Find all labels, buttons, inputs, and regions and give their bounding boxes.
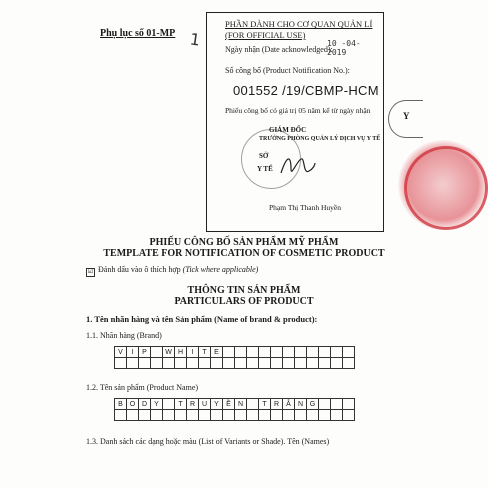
tick-instruction-en: (Tick where applicable) xyxy=(182,265,259,274)
grid-cell xyxy=(235,410,247,421)
grid-cell xyxy=(199,410,211,421)
product-grid-row xyxy=(115,410,355,421)
appendix-label: Phụ lục số 01-MP xyxy=(100,28,176,39)
brand-grid-row xyxy=(115,358,355,369)
product-name-grid xyxy=(114,398,355,421)
section-title-vi: THÔNG TIN SẢN PHẨM xyxy=(187,285,301,296)
grid-cell xyxy=(307,347,319,358)
grid-cell: W xyxy=(163,347,175,358)
grid-cell xyxy=(307,410,319,421)
grid-cell: Y xyxy=(151,399,163,410)
grid-cell xyxy=(235,347,247,358)
date-acknowledged-value: 10 -04- 2019 xyxy=(327,39,361,57)
grid-cell xyxy=(283,410,295,421)
grid-cell: D xyxy=(139,399,151,410)
grid-cell: E xyxy=(211,347,223,358)
grid-cell xyxy=(175,410,187,421)
grid-cell: P xyxy=(139,347,151,358)
grid-cell: Y xyxy=(211,399,223,410)
grid-cell xyxy=(319,399,331,410)
question-1-1: 1.1. Nhãn hàng (Brand) xyxy=(86,331,162,340)
tick-instruction xyxy=(86,265,258,277)
grid-cell: N xyxy=(295,399,307,410)
grid-cell xyxy=(115,358,127,369)
grid-cell: G xyxy=(307,399,319,410)
handwritten-page-number: 1 xyxy=(188,29,202,50)
signer-title: GIÁM ĐỐC xyxy=(269,126,307,134)
form-title-en: TEMPLATE FOR NOTIFICATION OF COSMETIC PRODUCT xyxy=(103,248,385,259)
grid-cell xyxy=(259,410,271,421)
signer-department: TRƯỞNG PHÒNG QUẢN LÝ DỊCH VỤ Y TẾ xyxy=(259,136,381,142)
grid-cell xyxy=(247,410,259,421)
grid-cell: T xyxy=(175,399,187,410)
seal-text-so: SỞ xyxy=(259,152,269,160)
grid-cell: I xyxy=(127,347,139,358)
grid-cell xyxy=(343,399,355,410)
red-seal-ring xyxy=(404,146,488,230)
section-title-en: PARTICULARS OF PRODUCT xyxy=(174,296,314,307)
grid-cell xyxy=(295,347,307,358)
grid-cell: R xyxy=(187,399,199,410)
form-title-vi: PHIẾU CÔNG BỐ SẢN PHẨM MỸ PHẨM xyxy=(149,237,339,248)
grid-cell xyxy=(271,347,283,358)
grid-cell xyxy=(235,358,247,369)
grid-cell xyxy=(259,347,271,358)
grid-cell: R xyxy=(271,399,283,410)
official-box-title-en: (FOR OFFICIAL USE) xyxy=(225,30,306,40)
grid-cell xyxy=(163,410,175,421)
grid-cell xyxy=(127,410,139,421)
validity-text: Phiếu công bố có giá trị 05 năm kể từ ngày nhận xyxy=(225,106,371,115)
question-1-2: 1.2. Tên sản phẩm (Product Name) xyxy=(86,383,199,392)
grid-cell xyxy=(283,358,295,369)
grid-cell xyxy=(151,410,163,421)
signer-name: Phạm Thị Thanh Huyền xyxy=(269,203,342,212)
grid-cell xyxy=(319,410,331,421)
side-stamp-letter: Y xyxy=(403,111,410,121)
grid-cell xyxy=(151,358,163,369)
grid-cell xyxy=(223,347,235,358)
official-box-title-vi: PHẦN DÀNH CHO CƠ QUAN QUẢN LÍ xyxy=(225,19,373,29)
notification-code: 001552 /19/CBMP-HCM xyxy=(233,83,379,98)
grid-cell: I xyxy=(187,347,199,358)
signature-mark xyxy=(277,151,317,181)
grid-cell: T xyxy=(199,347,211,358)
grid-cell xyxy=(151,347,163,358)
grid-cell xyxy=(163,358,175,369)
brand-grid xyxy=(114,346,355,369)
side-stamp-partial xyxy=(388,100,423,138)
tick-instruction-vi: Đánh dấu vào ô thích hợp xyxy=(98,265,181,274)
grid-cell xyxy=(139,410,151,421)
grid-cell xyxy=(115,410,127,421)
grid-cell: U xyxy=(199,399,211,410)
grid-cell xyxy=(199,358,211,369)
grid-cell xyxy=(259,358,271,369)
grid-cell xyxy=(139,358,151,369)
grid-cell: O xyxy=(127,399,139,410)
grid-cell: T xyxy=(259,399,271,410)
grid-cell xyxy=(331,399,343,410)
grid-cell xyxy=(187,358,199,369)
grid-cell xyxy=(295,358,307,369)
grid-cell xyxy=(211,358,223,369)
grid-cell xyxy=(295,410,307,421)
grid-cell xyxy=(223,410,235,421)
grid-cell xyxy=(163,399,175,410)
date-acknowledged-label: Ngày nhận (Date acknowledged): xyxy=(225,45,333,54)
grid-cell xyxy=(271,358,283,369)
grid-cell xyxy=(211,410,223,421)
brand-grid-row xyxy=(115,347,355,358)
grid-cell xyxy=(319,347,331,358)
grid-cell xyxy=(343,347,355,358)
grid-cell xyxy=(271,410,283,421)
grid-cell: Ắ xyxy=(283,399,295,410)
question-1-3: 1.3. Danh sách các dạng hoặc màu (List of Variants or Shade). Tên (Names) xyxy=(86,437,330,446)
product-grid-row xyxy=(115,399,355,410)
grid-cell xyxy=(127,358,139,369)
grid-cell xyxy=(343,410,355,421)
grid-cell xyxy=(319,358,331,369)
grid-cell: B xyxy=(115,399,127,410)
grid-cell xyxy=(331,358,343,369)
grid-cell xyxy=(283,347,295,358)
question-1: 1. Tên nhãn hàng và tên Sản phẩm (Name of brand & product): xyxy=(86,314,318,324)
grid-cell xyxy=(175,358,187,369)
grid-cell xyxy=(223,358,235,369)
grid-cell: Ề xyxy=(223,399,235,410)
grid-cell xyxy=(331,410,343,421)
notification-number-label: Số công bố (Product Notification No.): xyxy=(225,66,350,75)
grid-cell: V xyxy=(115,347,127,358)
grid-cell xyxy=(343,358,355,369)
grid-cell: H xyxy=(175,347,187,358)
grid-cell xyxy=(247,347,259,358)
official-use-box xyxy=(206,12,384,232)
grid-cell xyxy=(331,347,343,358)
grid-cell xyxy=(247,358,259,369)
grid-cell xyxy=(307,358,319,369)
grid-cell xyxy=(187,410,199,421)
checkbox-icon: ☑ xyxy=(87,269,94,275)
seal-text-yte: Y TẾ xyxy=(257,165,273,173)
grid-cell: N xyxy=(235,399,247,410)
grid-cell xyxy=(247,399,259,410)
